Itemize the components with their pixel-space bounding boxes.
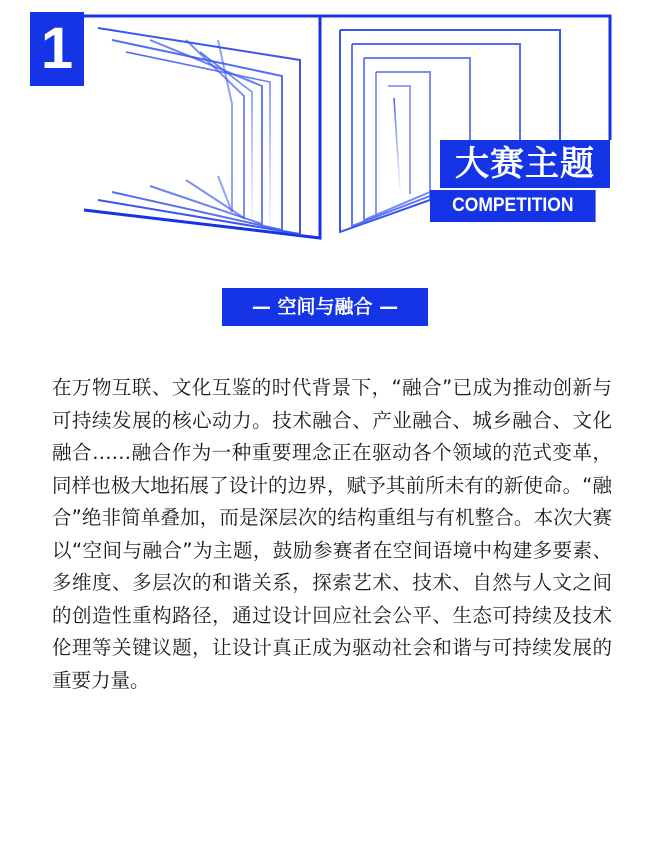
theme-topic-banner: — 空间与融合 — — [222, 288, 428, 326]
section-subtitle-en: COMPETITION THEME — [430, 190, 596, 222]
section-number-badge: 1 — [30, 12, 84, 86]
section-title: 大赛主题 — [440, 140, 610, 188]
theme-description-paragraph: 在万物互联、文化互鉴的时代背景下，“融合”已成为推动创新与可持续发展的核心动力。技术融合、产业融合、城乡融合、文化融合……融合作为一种重要理念正在驱动各个领域的范式变革，同样也极大地拓展了设计的边界，赋予其前所未有的新使命。“融合”绝非简单叠加，而是深层次的结构重组与有机整合。本次大赛以“空间与融合”为主题，鼓励参赛者在空间语境中构建多要素、多维度、多层次的和谐关系，探索艺术、技术、自然与人文之间的创造性重构路径，通过设计回应社会公平、生态可持续及技术伦理等关键议题，让设计真正成为驱动社会和谐与可持续发展的重要力量。 — [52, 376, 612, 692]
